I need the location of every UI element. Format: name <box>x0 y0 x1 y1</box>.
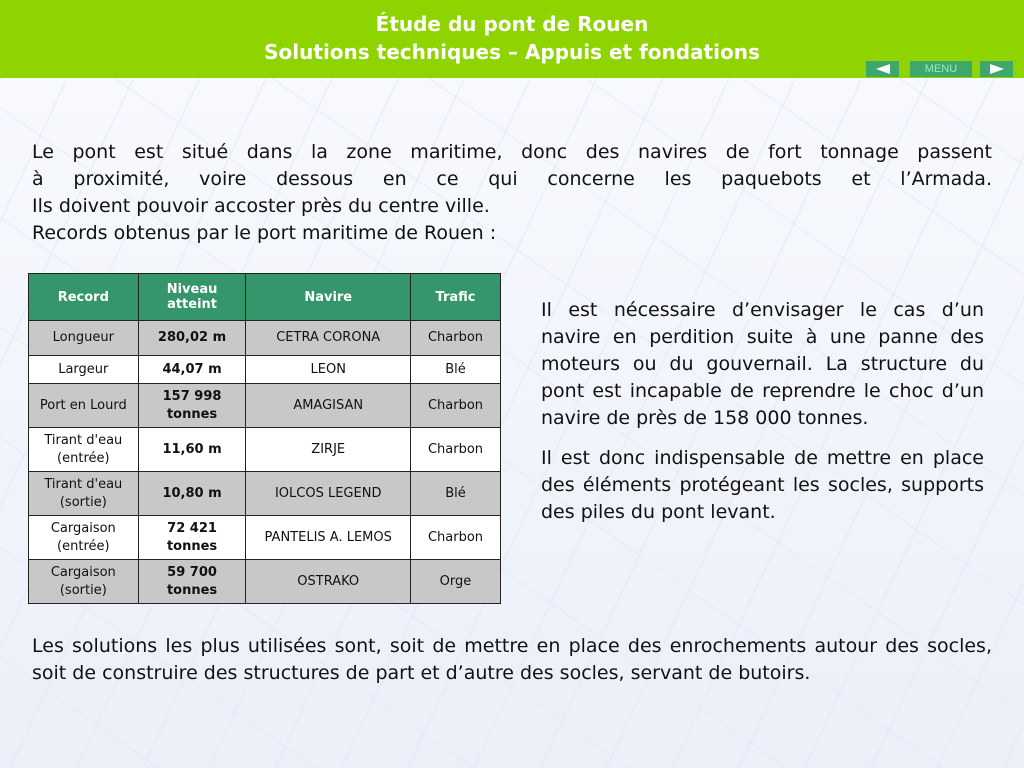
value-cell: 59 700 tonnes <box>138 560 246 604</box>
value-cell: 280,02 m <box>138 321 246 356</box>
intro-line: Ils doivent pouvoir accoster près du centre ville. <box>32 195 490 217</box>
table-row <box>29 472 501 516</box>
ship-cell: OSTRAKO <box>246 560 411 604</box>
next-button[interactable] <box>980 61 1013 77</box>
traffic-cell: Charbon <box>410 321 500 356</box>
record-cell: Longueur <box>29 321 139 356</box>
traffic-cell: Charbon <box>410 516 500 560</box>
side-paragraph: Il est donc indispensable de mettre en place des éléments protégeant les socles, supports des piles du pont levant. <box>541 447 984 523</box>
table-header-row <box>29 274 501 321</box>
ship-cell: LEON <box>246 356 411 384</box>
triangle-right-icon <box>990 64 1004 74</box>
value-cell: 72 421 tonnes <box>138 516 246 560</box>
table-row <box>29 560 501 604</box>
traffic-cell: Blé <box>410 472 500 516</box>
record-cell: Tirant d'eau (entrée) <box>29 428 139 472</box>
column-header: Trafic <box>410 274 500 321</box>
value-cell: 11,60 m <box>138 428 246 472</box>
record-cell: Port en Lourd <box>29 384 139 428</box>
conclusion-text: Les solutions les plus utilisées sont, soit de mettre en place des enrochements autour des socles, soit de construire des structures de part et d’autre des socles, servant de butoirs. <box>32 635 992 684</box>
record-cell: Tirant d'eau (sortie) <box>29 472 139 516</box>
side-paragraph: Il est nécessaire d’envisager le cas d’un navire en perdition suite à une panne des moteurs ou du gouvernail. La structure du pont est incapable de reprendre le choc d’un navire de près de 158 000 tonnes. <box>541 299 984 429</box>
page-title: Étude du pont de Rouen <box>375 12 649 36</box>
ship-cell: PANTELIS A. LEMOS <box>246 516 411 560</box>
table-row <box>29 321 501 356</box>
menu-button[interactable]: MENU <box>910 61 972 77</box>
traffic-cell: Blé <box>410 356 500 384</box>
traffic-cell: Charbon <box>410 384 500 428</box>
table-row <box>29 428 501 472</box>
previous-button[interactable] <box>866 61 899 77</box>
intro-line: Le pont est situé dans la zone maritime, donc des navires de fort tonnage passent <box>32 141 992 163</box>
records-table <box>28 273 501 604</box>
intro-line: Records obtenus par le port maritime de Rouen : <box>32 222 497 244</box>
triangle-left-icon <box>876 64 890 74</box>
value-cell: 10,80 m <box>138 472 246 516</box>
intro-text <box>32 139 992 247</box>
column-header: Navire <box>246 274 411 321</box>
column-header: Niveau atteint <box>138 274 246 321</box>
ship-cell: CETRA CORONA <box>246 321 411 356</box>
value-cell: 44,07 m <box>138 356 246 384</box>
record-cell: Cargaison (sortie) <box>29 560 139 604</box>
table-row <box>29 516 501 560</box>
side-text <box>541 297 984 539</box>
intro-line: à proximité, voire dessous en ce qui concerne les paquebots et l’Armada. <box>32 168 992 190</box>
column-header: Record <box>29 274 139 321</box>
page-subtitle: Solutions techniques – Appuis et fondations <box>264 40 760 64</box>
table-row <box>29 384 501 428</box>
value-cell: 157 998 tonnes <box>138 384 246 428</box>
traffic-cell: Charbon <box>410 428 500 472</box>
ship-cell: IOLCOS LEGEND <box>246 472 411 516</box>
ship-cell: ZIRJE <box>246 428 411 472</box>
record-cell: Largeur <box>29 356 139 384</box>
ship-cell: AMAGISAN <box>246 384 411 428</box>
table-row <box>29 356 501 384</box>
record-cell: Cargaison (entrée) <box>29 516 139 560</box>
traffic-cell: Orge <box>410 560 500 604</box>
